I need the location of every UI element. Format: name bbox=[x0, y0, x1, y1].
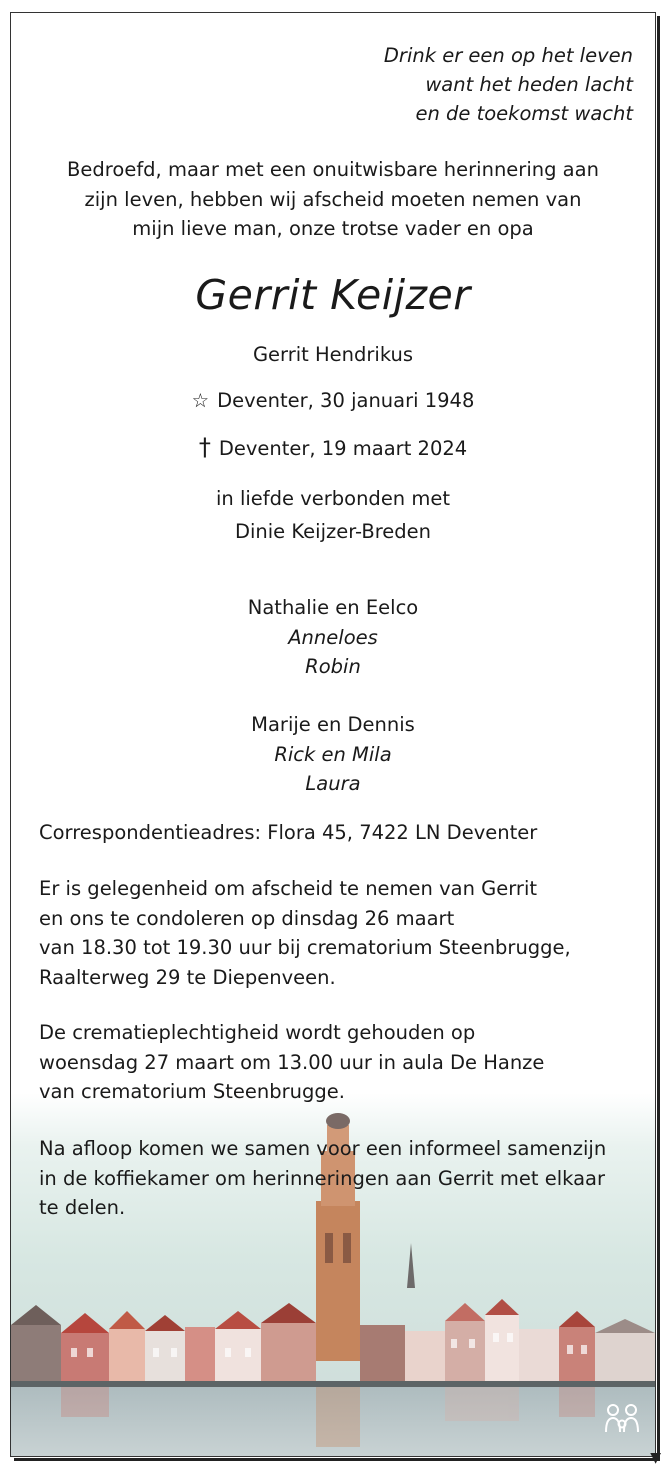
paragraph-line: van 18.30 tot 19.30 uur bij crematorium Steenbrugge, bbox=[39, 936, 571, 959]
partner-name: Dinie Keijzer-Breden bbox=[234, 520, 432, 543]
motto-line: want het heden lacht bbox=[425, 73, 633, 96]
paragraph-line: en ons te condoleren op dinsdag 26 maart bbox=[39, 906, 455, 930]
star-icon: ☆ bbox=[191, 389, 210, 412]
people-logo-icon bbox=[603, 1402, 643, 1436]
intro-line: zijn leven, hebben wij afscheid moeten nemen van bbox=[84, 187, 582, 211]
paragraph-line: te delen. bbox=[39, 1196, 126, 1219]
correspondence-address: Correspondentieadres: Flora 45, 7422 LN Deventer bbox=[39, 821, 538, 844]
paragraph-line: Er is gelegenheid om afscheid te nemen van Gerrit bbox=[39, 877, 538, 900]
family-parents: Nathalie en Eelco bbox=[247, 596, 419, 619]
paragraph-line: Raalterweg 29 te Diepenveen. bbox=[39, 965, 336, 989]
family-group-1 bbox=[11, 593, 655, 682]
full-name: Gerrit Hendrikus bbox=[252, 343, 414, 366]
arrow-down-icon[interactable]: ▼ bbox=[650, 1450, 661, 1466]
paragraph-line: in de koffiekamer om herinneringen aan Gerrit met elkaar bbox=[39, 1166, 606, 1190]
intro-line: Bedroefd, maar met een onuitwisbare herinnering aan bbox=[67, 158, 599, 181]
motto-line: en de toekomst wacht bbox=[415, 102, 633, 125]
deceased-name: Gerrit Keijzer bbox=[195, 271, 471, 319]
family-parents: Marije en Dennis bbox=[251, 713, 415, 736]
family-group-2 bbox=[11, 710, 655, 799]
gathering-paragraph bbox=[39, 1134, 639, 1223]
death-line bbox=[11, 433, 655, 461]
paragraph-line: van crematorium Steenbrugge. bbox=[39, 1080, 345, 1103]
family-child: Laura bbox=[305, 772, 361, 795]
family-child: Anneloes bbox=[288, 625, 378, 649]
obituary-card bbox=[10, 12, 656, 1457]
paragraph-line: woensdag 27 maart om 13.00 uur in aula De Hanze bbox=[39, 1050, 545, 1074]
partner-line: in liefde verbonden met bbox=[215, 487, 451, 510]
motto bbox=[384, 41, 633, 128]
ceremony-paragraph bbox=[39, 1018, 639, 1107]
paragraph-line: Na afloop komen we samen voor een informeel samenzijn bbox=[39, 1137, 607, 1160]
paragraph-line: De crematieplechtigheid wordt gehouden op bbox=[39, 1021, 476, 1044]
cross-icon: † bbox=[198, 433, 211, 461]
intro-text bbox=[11, 155, 655, 244]
motto-line: Drink er een op het leven bbox=[383, 44, 633, 67]
intro-line: mijn lieve man, onze trotse vader en opa bbox=[132, 217, 534, 240]
family-child: Rick en Mila bbox=[274, 742, 392, 766]
birth-line bbox=[11, 389, 655, 412]
visitation-paragraph bbox=[39, 874, 639, 992]
family-child: Robin bbox=[305, 655, 361, 678]
death-info: Deventer, 19 maart 2024 bbox=[218, 437, 468, 460]
birth-info: Deventer, 30 januari 1948 bbox=[217, 389, 475, 412]
